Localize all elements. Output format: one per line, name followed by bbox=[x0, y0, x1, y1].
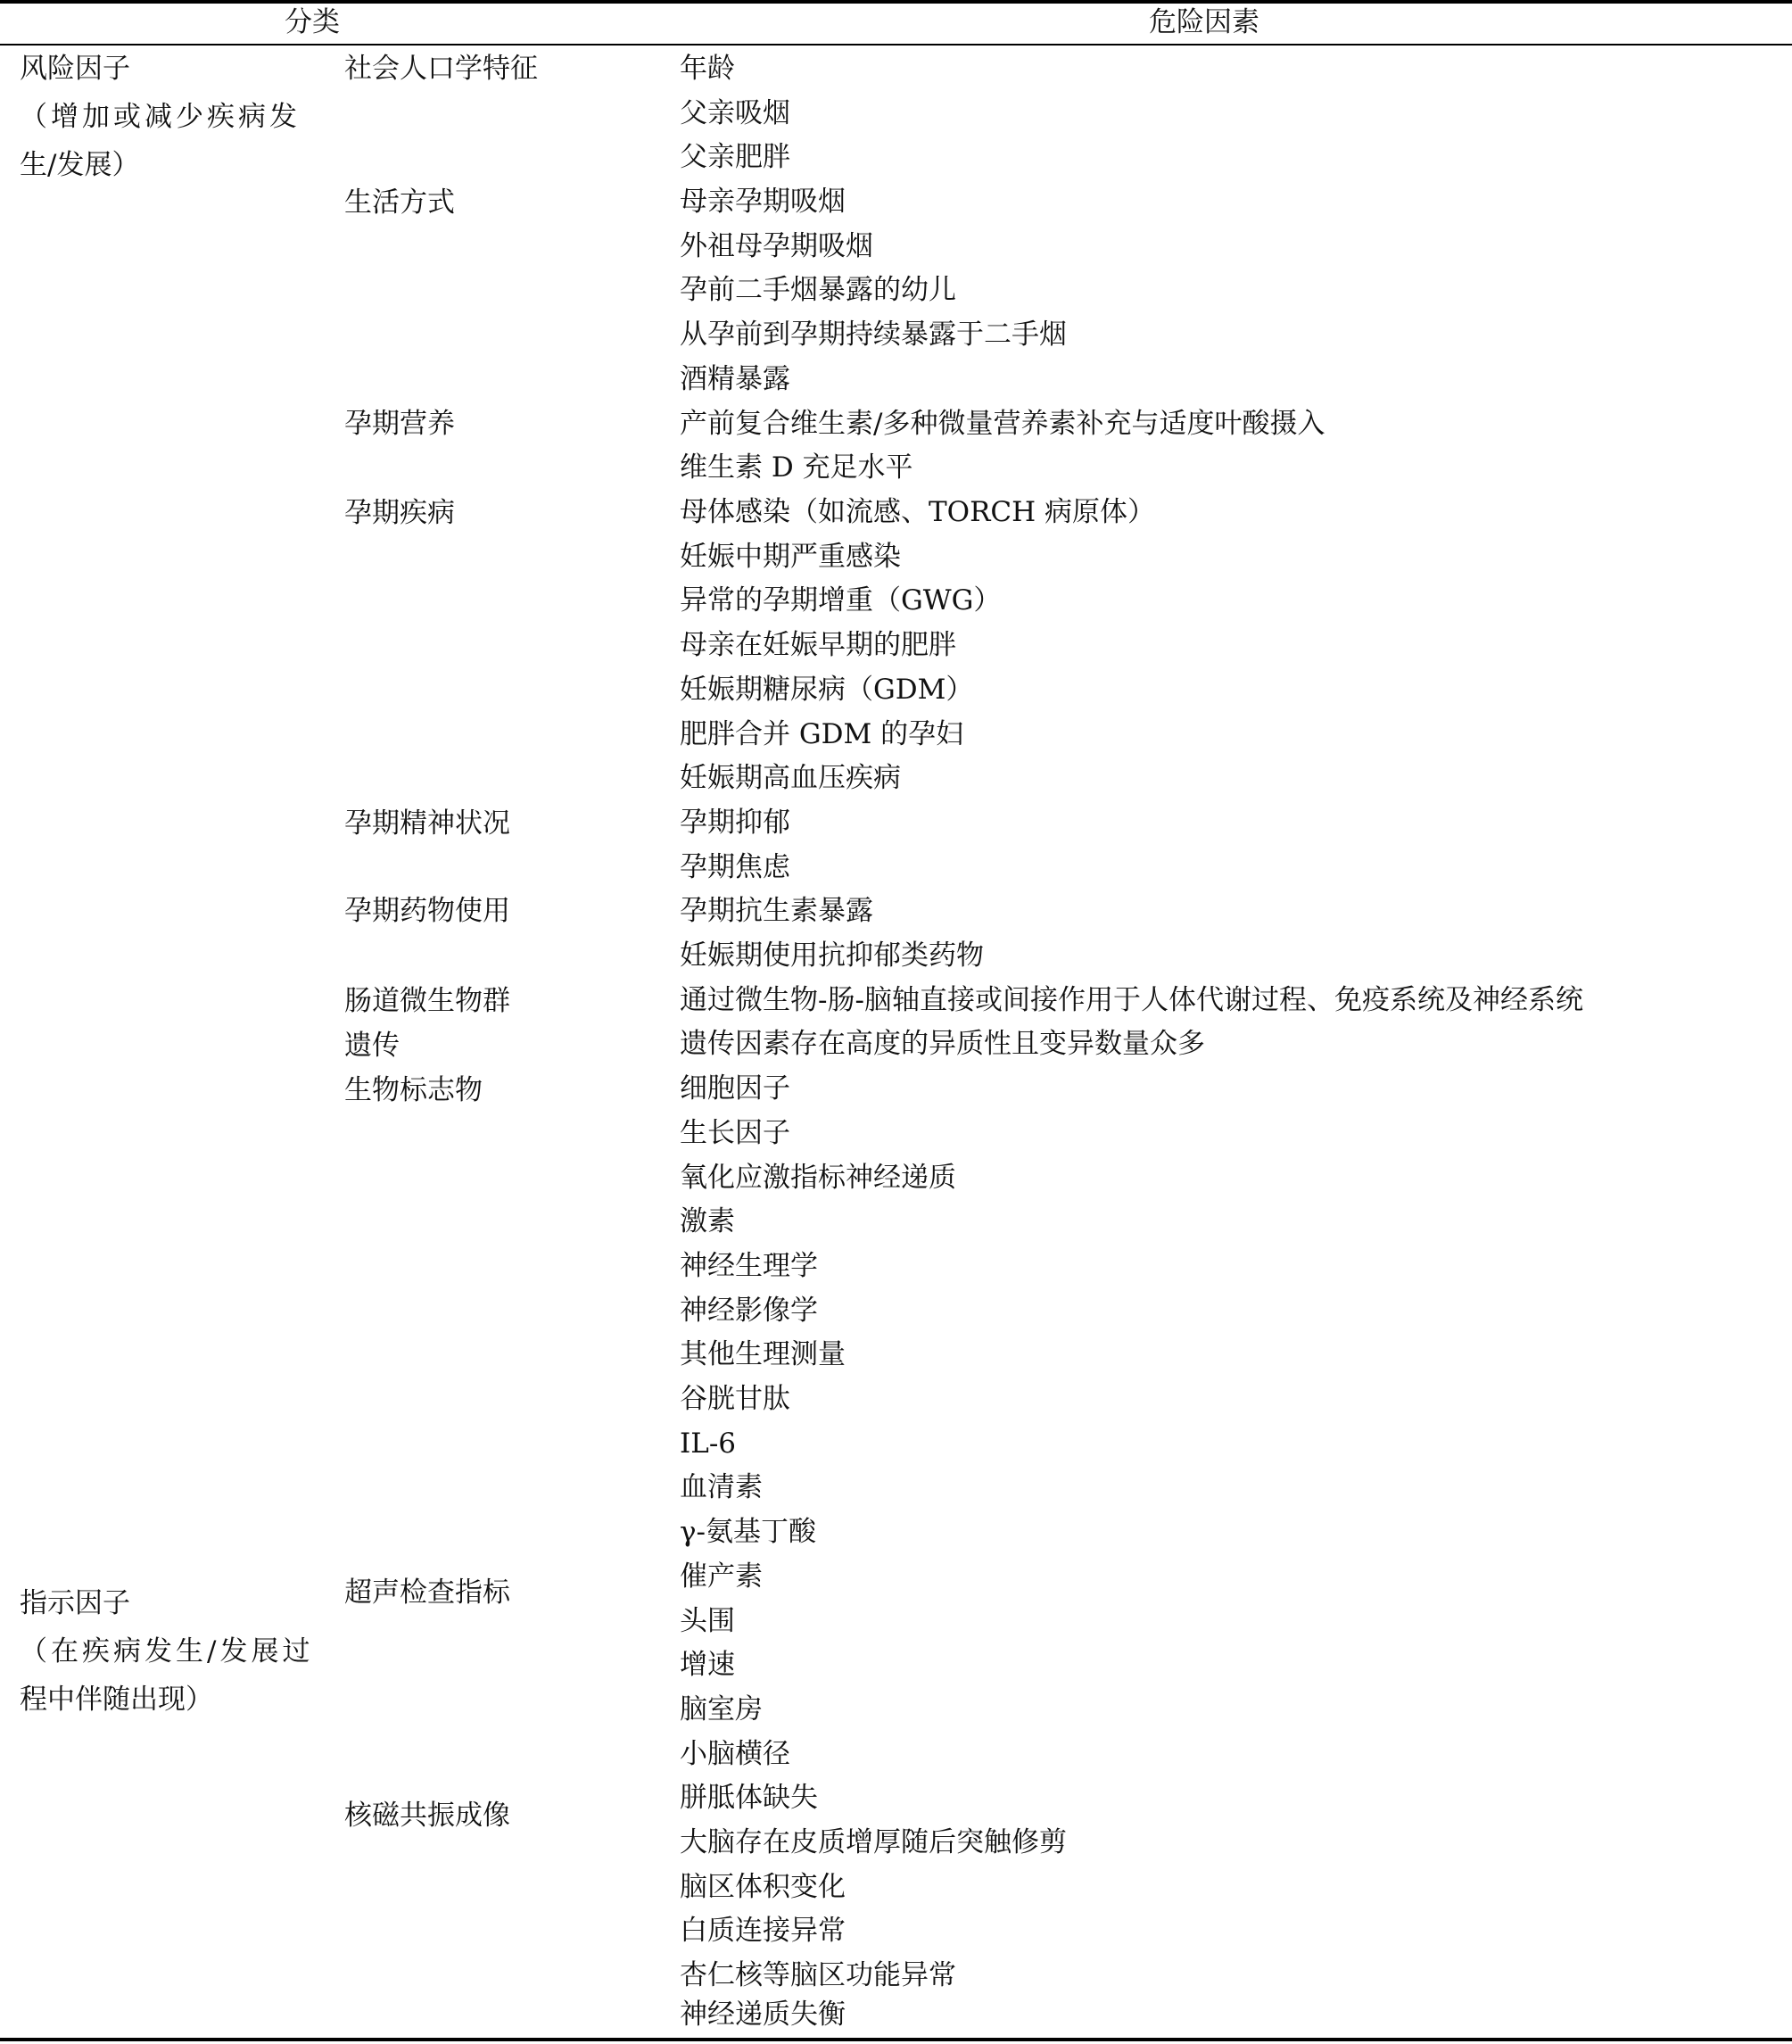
group-risk-desc: 生/发展） bbox=[20, 149, 140, 181]
group-indicator-desc: 程中伴随出现） bbox=[20, 1684, 213, 1716]
factor-row: 肥胖合并 GDM 的孕妇 bbox=[680, 718, 964, 750]
factor-row: 其他生理测量 bbox=[680, 1338, 846, 1370]
factor-row: IL-6 bbox=[680, 1427, 737, 1460]
factor-row: 小脑横径 bbox=[680, 1738, 790, 1770]
factor-row: 产前复合维生素/多种微量营养素补充与适度叶酸摄入 bbox=[680, 408, 1325, 440]
header-rule bbox=[0, 44, 1792, 46]
factor-row: 神经生理学 bbox=[680, 1250, 818, 1282]
factor-row: 父亲吸烟 bbox=[680, 97, 790, 129]
header-risk-factors: 危险因素 bbox=[1149, 6, 1259, 38]
factor-row: 妊娠期使用抗抑郁类药物 bbox=[680, 939, 984, 972]
factor-row: 外祖母孕期吸烟 bbox=[680, 230, 873, 262]
factor-row: 酒精暴露 bbox=[680, 363, 790, 395]
subcategory: 社会人口学特征 bbox=[344, 53, 538, 85]
factor-row: 妊娠中期严重感染 bbox=[680, 541, 901, 573]
factor-row: 维生素 D 充足水平 bbox=[680, 451, 913, 484]
factor-row: 细胞因子 bbox=[680, 1072, 790, 1105]
subcategory: 孕期营养 bbox=[344, 408, 455, 440]
factor-row: 妊娠期糖尿病（GDM） bbox=[680, 674, 974, 706]
subcategory: 生活方式 bbox=[344, 186, 455, 219]
factor-row: 胼胝体缺失 bbox=[680, 1782, 818, 1814]
group-risk-title: 风险因子 bbox=[20, 53, 130, 85]
factor-row: 氧化应激指标神经递质 bbox=[680, 1162, 956, 1194]
factor-row: 母亲孕期吸烟 bbox=[680, 186, 846, 218]
factor-row: 激素 bbox=[680, 1205, 735, 1237]
subcategory: 肠道微生物群 bbox=[344, 985, 510, 1017]
factor-row: 生长因子 bbox=[680, 1117, 790, 1149]
factor-row: 孕前二手烟暴露的幼儿 bbox=[680, 274, 956, 306]
subcategory: 孕期疾病 bbox=[344, 497, 455, 529]
factor-row: 催产素 bbox=[680, 1560, 763, 1593]
factor-row: 孕期抑郁 bbox=[680, 807, 790, 839]
subcategory: 孕期精神状况 bbox=[344, 807, 510, 840]
table-bottom-rule bbox=[0, 2038, 1792, 2041]
factor-row: 白质连接异常 bbox=[680, 1915, 846, 1947]
factor-row: γ-氨基丁酸 bbox=[680, 1516, 817, 1548]
factor-row: 神经递质失衡 bbox=[680, 1998, 846, 2031]
subcategory: 超声检查指标 bbox=[344, 1576, 510, 1609]
header-category: 分类 bbox=[285, 6, 340, 38]
factor-row: 大脑存在皮质增厚随后突触修剪 bbox=[680, 1826, 1067, 1858]
factor-row: 孕期抗生素暴露 bbox=[680, 895, 873, 927]
factor-row: 增速 bbox=[680, 1649, 735, 1681]
factor-row: 头围 bbox=[680, 1605, 735, 1637]
factor-row: 遗传因素存在高度的异质性且变异数量众多 bbox=[680, 1028, 1205, 1060]
group-indicator-desc: （在疾病发生/发展过 bbox=[20, 1635, 314, 1667]
factor-row: 父亲肥胖 bbox=[680, 141, 790, 173]
subcategory: 生物标志物 bbox=[344, 1074, 483, 1106]
factor-row: 神经影像学 bbox=[680, 1295, 818, 1327]
factor-row: 杏仁核等脑区功能异常 bbox=[680, 1959, 956, 1991]
factor-row: 从孕前到孕期持续暴露于二手烟 bbox=[680, 319, 1067, 351]
factor-row: 谷胱甘肽 bbox=[680, 1383, 790, 1415]
factor-row: 异常的孕期增重（GWG） bbox=[680, 584, 1002, 617]
group-risk-desc: （增加或减少疾病发 bbox=[20, 101, 301, 133]
subcategory: 遗传 bbox=[344, 1030, 400, 1062]
factor-row: 通过微生物-肠-脑轴直接或间接作用于人体代谢过程、免疫系统及神经系统 bbox=[680, 984, 1583, 1016]
factor-row: 母体感染（如流感、TORCH 病原体） bbox=[680, 496, 1156, 528]
factor-row: 血清素 bbox=[680, 1471, 763, 1503]
factor-row: 年龄 bbox=[680, 53, 735, 85]
subcategory: 孕期药物使用 bbox=[344, 895, 510, 927]
factor-row: 孕期焦虑 bbox=[680, 851, 790, 883]
factor-row: 脑区体积变化 bbox=[680, 1871, 846, 1903]
factor-row: 妊娠期高血压疾病 bbox=[680, 762, 901, 794]
group-indicator-title: 指示因子 bbox=[20, 1587, 130, 1619]
subcategory: 核磁共振成像 bbox=[344, 1800, 510, 1832]
factor-row: 脑室房 bbox=[680, 1693, 763, 1725]
factor-row: 母亲在妊娠早期的肥胖 bbox=[680, 629, 956, 661]
